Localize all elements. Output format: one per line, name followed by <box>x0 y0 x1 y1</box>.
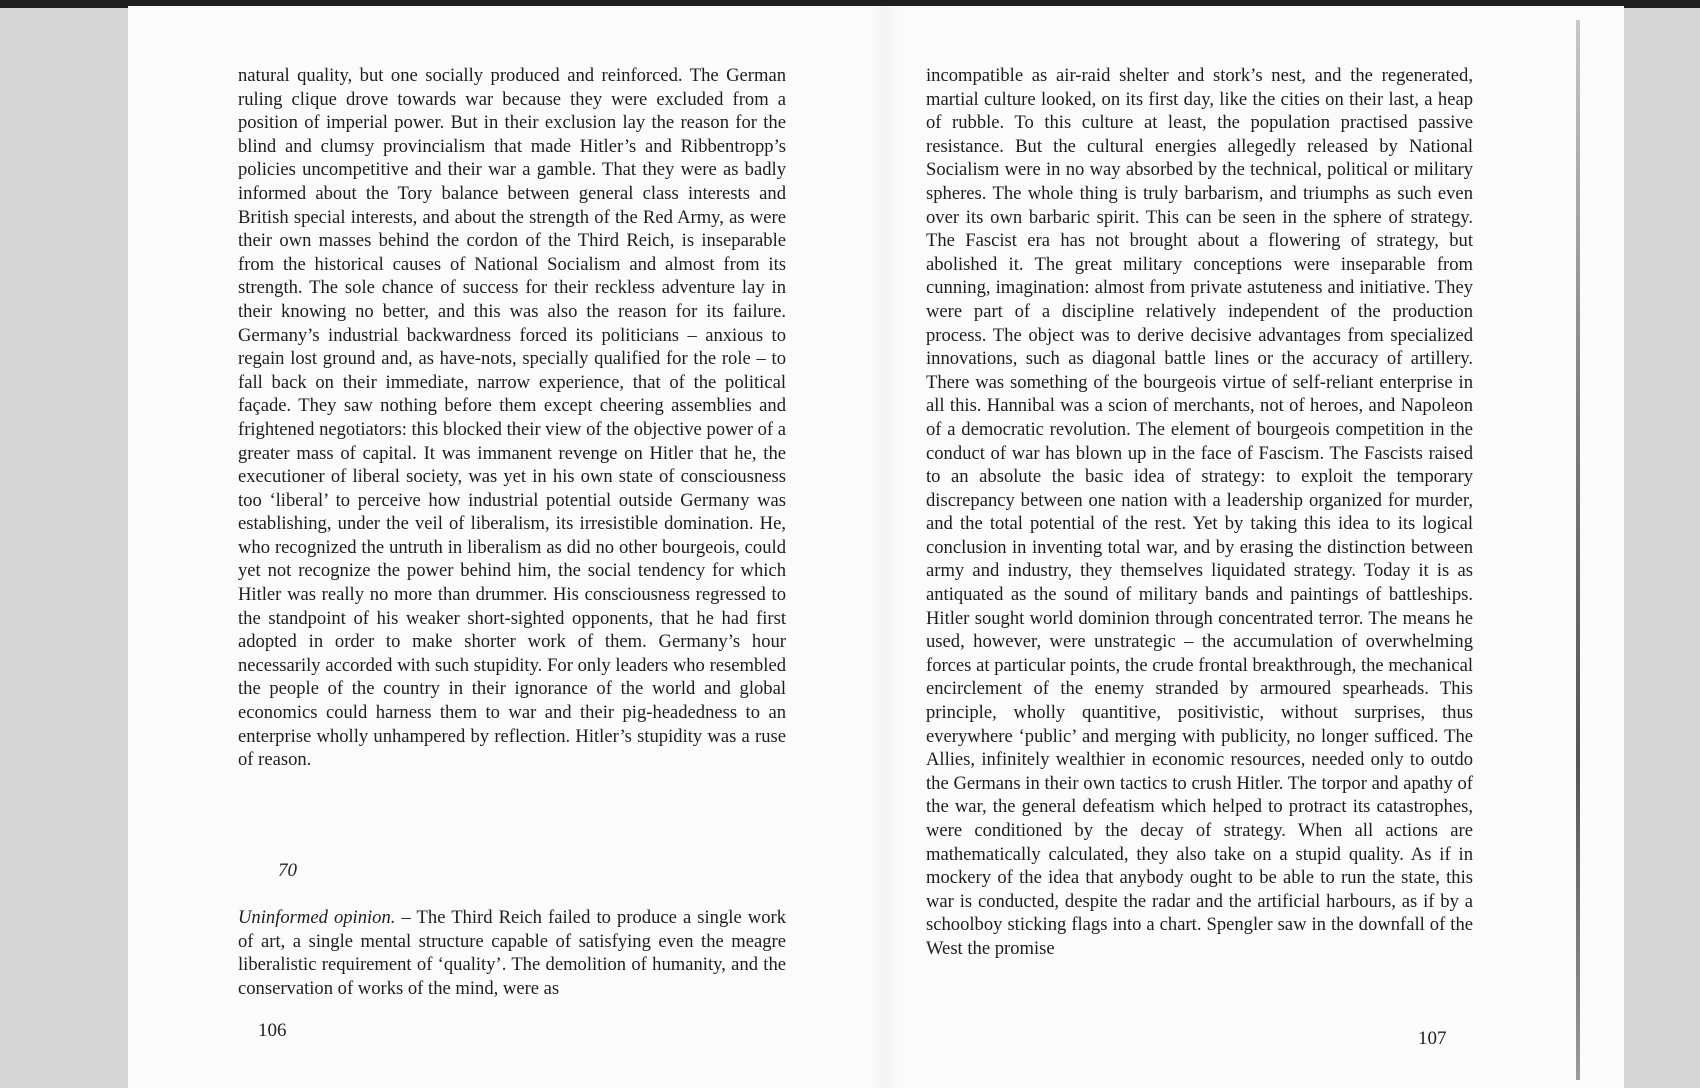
section-text: – The Third Reich failed to produce a single work of art, a single mental structure capable of satisfying even the meagre liberalistic requirement of ‘quality’. The demolition of humanity, and the conservation of works of the mind, were as <box>238 907 786 999</box>
right-page <box>926 64 1473 961</box>
page-edge-shadow <box>1576 20 1580 1080</box>
section-paragraph <box>238 906 786 1000</box>
left-page <box>238 64 786 772</box>
page-number-right: 107 <box>1418 1028 1447 1049</box>
section-title: Uninformed opinion. <box>238 907 396 928</box>
section-number: 70 <box>278 860 297 881</box>
book-gutter <box>870 6 900 1088</box>
left-page-paragraph: natural quality, but one socially produced and reinforced. The German ruling clique drove towards war because they were excluded from a position of imperial power. But in their exclusion lay the reason for the blind and clumsy provincialism that made Hitler’s and Ribbentropp’s policies uncompetitive and their war a gamble. That they were as badly informed about the Tory balance between general class interests and British special interests, and about the strength of the Red Army, as were their own masses behind the cordon of the Third Reich, is inseparable from the historical causes of National Socialism and almost from its strength. The sole chance of success for their reckless adventure lay in their knowing no better, and this was also the reason for its failure. Germany’s industrial backwardness forced its politicians – anxious to regain lost ground and, as have-nots, specially qualified for the role – to fall back on their immediate, narrow experience, that of the political façade. They saw nothing before them except cheering assemblies and frightened negotiators: this blocked their view of the objective power of a greater mass of capital. It was immanent revenge on Hitler that he, the executioner of liberal society, was yet in his own state of consciousness too ‘liberal’ to perceive how industrial potential outside Germany was establishing, under the veil of liberalism, its irresistible domination. He, who recognized the untruth in liberalism as did no other bourgeois, could yet not recognize the power behind him, the social tendency for which Hitler was really no more than drummer. His consciousness regressed to the standpoint of his weaker short-sighted opponents, that he had first adopted in order to make shorter work of them. Germany’s hour necessarily accorded with such stupidity. For only leaders who resembled the people of the country in their ignorance of the world and global economics could harness them to war and their pig-headedness to an enterprise wholly unhampered by reflection. Hitler’s stupidity was a ruse of reason. <box>238 65 786 771</box>
page-number-left: 106 <box>258 1020 287 1041</box>
right-page-paragraph: incompatible as air-raid shelter and stork’s nest, and the regenerated, martial culture looked, on its first day, like the cities on their last, a heap of rubble. To this culture at least, the population practised passive resistance. But the cultural energies allegedly released by National Socialism were in no way absorbed by the technical, political or military spheres. The whole thing is truly barbarism, and triumphs as such even over its own barbaric spirit. This can be seen in the sphere of strategy. The Fascist era has not brought about a flowering of strategy, but abolished it. The great military conceptions were inseparable from cunning, imagination: almost from private astuteness and initiative. They were part of a discipline relatively independent of the production process. The object was to derive decisive advantages from specialized innovations, such as diagonal battle lines or the accuracy of artillery. There was something of the bourgeois virtue of self-reliant enterprise in all this. Hannibal was a scion of merchants, not of heroes, and Napoleon of a democratic revolution. The element of bourgeois competition in the conduct of war has blown up in the face of Fascism. The Fascists raised to an absolute the basic idea of strategy: to exploit the temporary discrepancy between one nation with a leadership organized for murder, and the total potential of the rest. Yet by taking this idea to its logical conclusion in inventing total war, and by erasing the distinction between army and industry, they themselves liquidated strategy. Today it is as antiquated as the sound of military bands and paintings of battleships. Hitler sought world dominion through concentrated terror. The means he used, however, were unstrategic – the accumulation of overwhelming forces at particular points, the crude frontal breakthrough, the mechanical encirclement of the enemy stranded by armoured spearheads. This principle, wholly quantitive, positivistic, without surprises, thus everywhere ‘public’ and merging with publicity, no longer sufficed. The Allies, infinitely wealthier in economic resources, needed only to outdo the Germans in their own tactics to crush Hitler. The torpor and apathy of the war, the general defeatism which helped to protract its catastrophes, were conditioned by the decay of strategy. When all actions are mathematically calculated, they also take on a stupid quality. As if in mockery of the idea that anybody ought to be able to run the state, this war is conducted, despite the radar and the artificial harbours, as if by a schoolboy sticking flags into a chart. Spengler saw in the downfall of the West the promise <box>926 65 1473 959</box>
